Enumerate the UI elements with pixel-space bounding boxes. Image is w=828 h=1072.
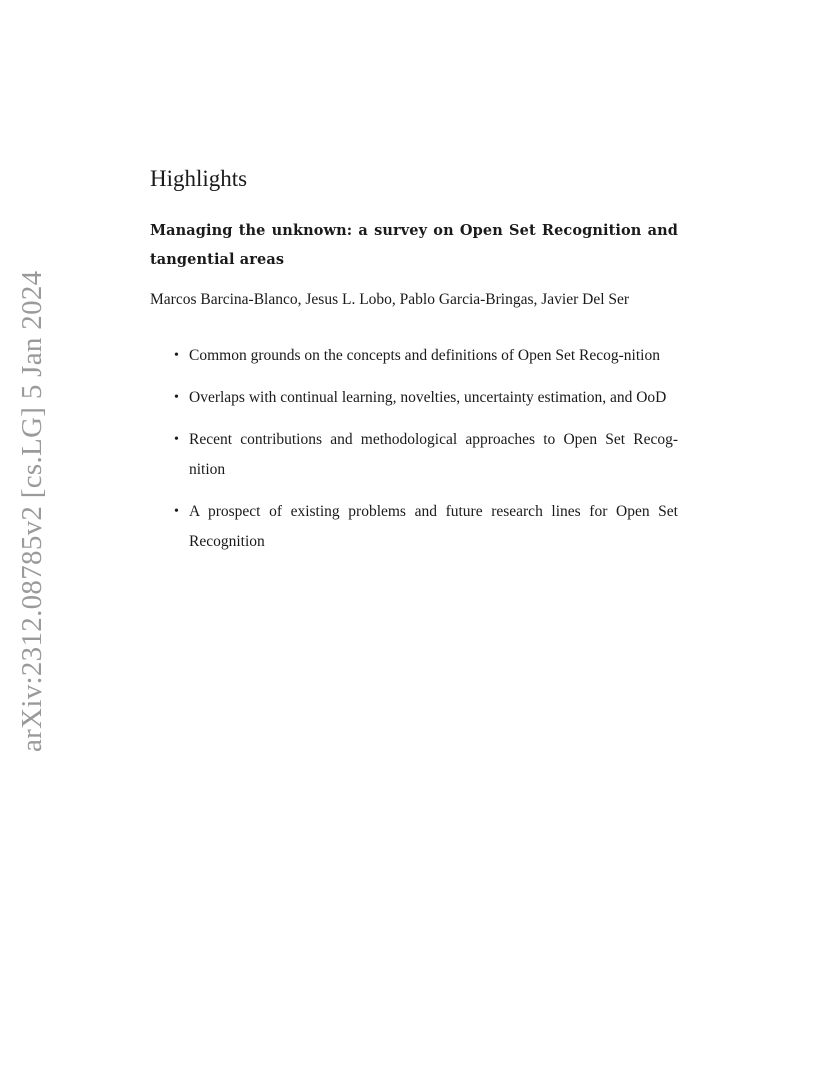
section-heading: Highlights	[150, 166, 248, 191]
author-list: Marcos Barcina-Blanco, Jesus L. Lobo, Pablo Garcia-Bringas, Javier Del Ser	[150, 291, 630, 308]
bullet-icon: •	[174, 348, 179, 363]
highlight-item	[174, 341, 678, 371]
highlight-item	[174, 425, 678, 485]
paper-title: Managing the unknown: a survey on Open Set Recognition and tangential areas	[150, 222, 678, 268]
highlight-item	[174, 383, 678, 413]
highlight-text: Recent contributions and methodological approaches to Open Set Recog-nition	[189, 431, 678, 478]
highlights-list	[150, 341, 678, 557]
bullet-icon: •	[174, 504, 179, 519]
highlight-text: A prospect of existing problems and future research lines for Open Set Recognition	[189, 503, 678, 550]
highlight-item	[174, 497, 678, 557]
highlight-text: Overlaps with continual learning, novelties, uncertainty estimation, and OoD	[189, 389, 667, 406]
highlights-page	[150, 164, 678, 569]
arxiv-identifier-stamp: arXiv:2312.08785v2 [cs.LG] 5 Jan 2024	[16, 270, 48, 752]
bullet-icon: •	[174, 432, 179, 447]
highlight-text: Common grounds on the concepts and definitions of Open Set Recog-nition	[189, 347, 660, 364]
bullet-icon: •	[174, 390, 179, 405]
